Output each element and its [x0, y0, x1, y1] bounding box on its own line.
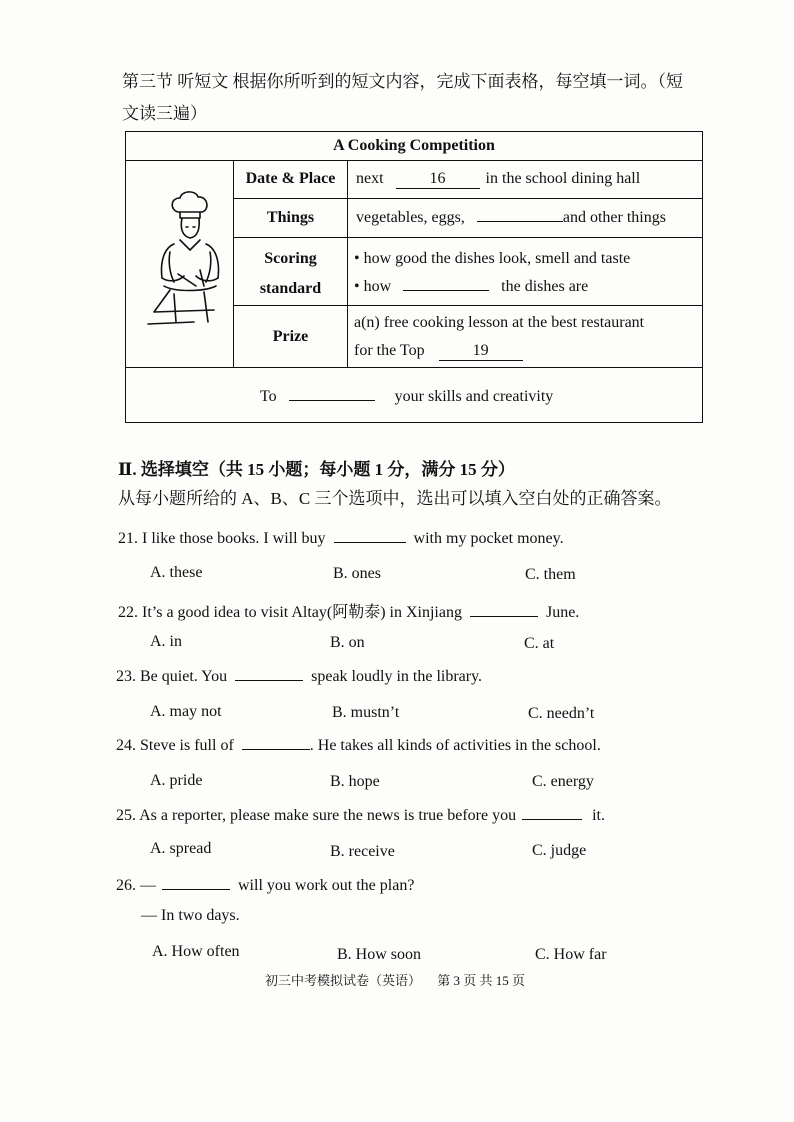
- question-text: 25. As a reporter, please make sure the news is true before you: [116, 807, 517, 824]
- cooking-competition-table: [125, 131, 703, 423]
- question-23: [116, 668, 482, 686]
- text: the dishes are: [501, 278, 589, 295]
- question-text: . He takes all kinds of activities in the school.: [309, 737, 601, 754]
- cell-things: [356, 205, 666, 231]
- question-26-blank[interactable]: [162, 889, 230, 890]
- option-a[interactable]: A. How often: [152, 943, 240, 960]
- option-c[interactable]: C. them: [525, 566, 576, 583]
- question-text: with my pocket money.: [413, 530, 564, 547]
- chef-illustration: [134, 182, 234, 332]
- option-b[interactable]: B. hope: [330, 773, 380, 790]
- option-c[interactable]: C. How far: [535, 946, 607, 963]
- question-text: it.: [592, 807, 605, 824]
- question-22: [118, 599, 579, 622]
- table-title: A Cooking Competition: [126, 132, 702, 161]
- page-footer: 初三中考模拟试卷（英语） 第 3 页 共 15 页: [265, 973, 526, 988]
- answer-blank-17[interactable]: [477, 221, 563, 222]
- option-a[interactable]: A. these: [150, 564, 203, 581]
- option-c[interactable]: C. energy: [532, 773, 594, 790]
- divider: [126, 367, 702, 368]
- cell-date-place: [356, 166, 640, 192]
- option-b[interactable]: B. How soon: [337, 946, 422, 963]
- option-c[interactable]: C. needn’t: [528, 705, 595, 722]
- text: To: [260, 388, 277, 405]
- question-text: will you work out the plan?: [238, 877, 415, 894]
- table-footer-row: [260, 384, 553, 410]
- cell-prize-line2: [354, 338, 523, 364]
- option-c[interactable]: C. judge: [532, 842, 587, 859]
- question-text: June.: [545, 604, 580, 621]
- question-24-blank[interactable]: [242, 749, 310, 750]
- cell-scoring-line2: [354, 274, 588, 300]
- listening-instruction-line1: 第三节 听短文 根据你所听到的短文内容，完成下面表格，每空填一词。（短: [122, 72, 683, 91]
- option-a[interactable]: A. pride: [150, 772, 203, 789]
- label-things: Things: [266, 209, 315, 226]
- option-b[interactable]: B. receive: [330, 843, 395, 860]
- question-text: 22. It’s a good idea to visit Altay(阿勒泰) in Xinjiang: [118, 604, 462, 621]
- answer-blank-16[interactable]: 16: [396, 170, 480, 189]
- option-a[interactable]: A. in: [150, 633, 182, 650]
- question-text: 21. I like those books. I will buy: [118, 530, 326, 547]
- question-text: speak loudly in the library.: [311, 668, 483, 685]
- question-25-blank[interactable]: [522, 819, 582, 820]
- label-standard: standard: [259, 280, 322, 297]
- text: next: [356, 170, 384, 187]
- answer-blank-19[interactable]: 19: [439, 342, 523, 361]
- option-c[interactable]: C. at: [524, 635, 555, 652]
- label-scoring-standard: [234, 244, 347, 304]
- option-a[interactable]: A. spread: [150, 840, 212, 857]
- option-b[interactable]: B. ones: [333, 565, 381, 582]
- option-b[interactable]: B. mustn’t: [332, 704, 400, 721]
- question-26-reply: — In two days.: [141, 907, 240, 924]
- cell-scoring-line1: • how good the dishes look, smell and taste: [354, 250, 631, 267]
- text: in the school dining hall: [485, 170, 641, 187]
- question-23-blank[interactable]: [235, 680, 303, 681]
- section-2-instruction: 从每小题所给的 A、B、C 三个选项中，选出可以填入空白处的正确答案。: [118, 489, 672, 508]
- question-26: [116, 877, 414, 895]
- question-text: 24. Steve is full of: [116, 737, 234, 754]
- question-text: 26. —: [116, 877, 156, 894]
- listening-instruction-line2: 文读三遍）: [122, 104, 207, 123]
- question-21-blank[interactable]: [334, 542, 406, 543]
- question-21: [118, 530, 564, 548]
- label-date-place: Date & Place: [245, 170, 336, 187]
- section-2-heading: Ⅱ. 选择填空（共 15 小题；每小题 1 分，满分 15 分）: [118, 460, 515, 479]
- option-b[interactable]: B. on: [330, 634, 365, 651]
- text: and other things: [562, 209, 666, 226]
- divider: [347, 160, 348, 368]
- text: • how: [354, 278, 392, 295]
- divider: [233, 237, 703, 238]
- question-text: 23. Be quiet. You: [116, 668, 228, 685]
- cell-prize-line1: a(n) free cooking lesson at the best restaurant: [354, 314, 645, 331]
- text: for the Top: [354, 342, 425, 359]
- question-24: [116, 737, 601, 755]
- text: your skills and creativity: [394, 388, 554, 405]
- text: vegetables, eggs,: [356, 209, 465, 226]
- label-scoring: Scoring: [264, 250, 317, 267]
- answer-blank-18[interactable]: [403, 290, 489, 291]
- answer-blank-20[interactable]: [289, 400, 375, 401]
- question-25: [116, 807, 605, 825]
- question-22-blank[interactable]: [470, 616, 538, 617]
- option-a[interactable]: A. may not: [150, 703, 222, 720]
- label-prize: Prize: [272, 328, 309, 345]
